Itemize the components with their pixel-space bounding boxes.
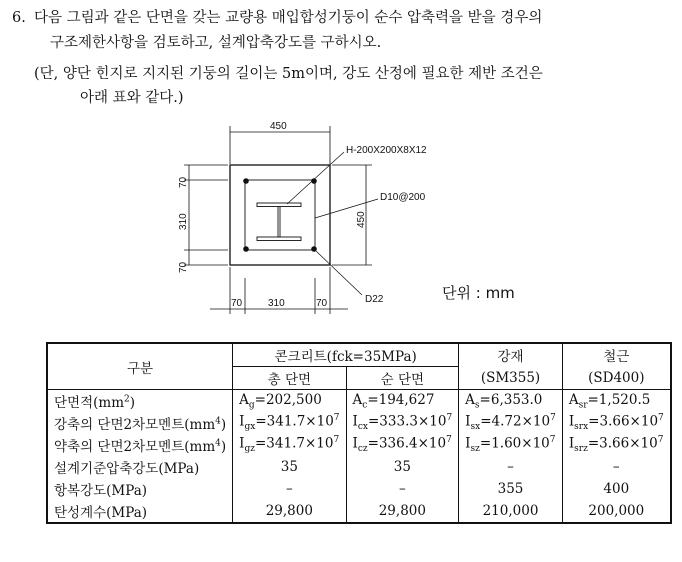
header-category: 구분 [47,343,233,390]
table-row [47,434,671,456]
cell-symbol: A [352,391,363,408]
header-concrete-gross: 총 단면 [233,367,346,390]
bottom-dimension-text-middle: 310 [268,298,285,309]
table-cell: – [233,478,346,500]
steel-bottom-flange [257,237,301,241]
cell-subscript: cz [357,444,368,455]
cell-symbol: I [568,413,575,430]
cell-value: =6,353.0 [479,391,543,408]
rebar-label: D22 [365,294,384,305]
question-line-1: 다음 그림과 같은 단면을 갖는 교량용 매입합성기둥이 순수 압축력을 받을 경우의 [34,10,543,26]
header-concrete: 콘크리트(fck=35MPa) [233,343,459,367]
cell-value: =341.7×10 [255,435,334,452]
cell-subscript: c [362,400,368,411]
table-cell [459,434,563,456]
left-dimension-text-middle: 310 [178,213,189,230]
cell-subscript: s [474,400,480,411]
cell-subscript: sx [470,422,481,433]
table-cell [562,412,670,434]
cell-symbol: I [352,435,358,452]
row-label-exponent: 2 [124,394,130,405]
cell-subscript: g [248,400,255,411]
table-cell [562,434,670,456]
table-cell: 210,000 [459,500,563,523]
cell-subscript: srx [574,422,589,433]
table-cell [346,434,459,456]
table-cell: – [562,456,670,478]
header-steel: 강재 [459,343,563,367]
cell-symbol: A [465,391,475,408]
left-dimension-text-bottom: 70 [178,261,189,273]
table-cell: 29,800 [233,500,346,523]
bottom-dimension-text-right: 70 [316,298,328,309]
cell-exponent: 7 [333,435,340,446]
question-number: 6. [12,10,26,26]
properties-table [46,342,672,524]
cell-value: =3.66×10 [588,413,659,430]
cell-value: =202,500 [254,391,322,408]
table-cell: 29,800 [346,500,459,523]
table-cell [346,390,459,413]
table-cell: 35 [346,456,459,478]
table-cell [459,412,563,434]
cell-exponent: 7 [657,435,664,446]
cell-value: =333.3×10 [367,413,447,430]
row-label-close: ) [129,395,136,411]
table-cell: 200,000 [562,500,670,523]
cell-exponent: 7 [550,413,556,424]
row-label [47,434,233,456]
row-label-exponent: 4 [215,416,221,427]
cell-value: =3.66×10 [587,435,658,452]
rebar-top-left [244,179,249,184]
cell-symbol: I [352,413,358,430]
cell-symbol: I [239,413,245,430]
row-label-close: ) [220,417,227,433]
table-cell: 35 [233,456,346,478]
row-label-text: 약축의 단면2차모멘트(mm [54,439,216,455]
steel-section-label: H-200X200X8X12 [346,145,427,156]
table-row [47,500,671,523]
cell-symbol: A [568,391,579,408]
cell-value: =1,520.5 [587,391,651,408]
rebar-bottom-right [312,247,317,252]
header-concrete-net: 순 단면 [346,367,459,390]
table-cell: – [346,478,459,500]
cell-exponent: 7 [446,413,453,424]
row-label-exponent: 4 [215,438,221,449]
table-cell [346,412,459,434]
row-label-text: 강축의 단면2차모멘트(mm [54,417,216,433]
steel-top-flange [257,203,301,207]
table-row [47,390,671,413]
unit-label: 단위 : mm [442,284,515,302]
tie-label: D10@200 [380,192,426,203]
table-cell: – [459,456,563,478]
header-rebar: 철근 [562,343,670,367]
right-dimension-text: 450 [356,211,367,228]
table-row [47,478,671,500]
cell-value: =336.4×10 [367,435,447,452]
table-header-row-1 [47,343,671,367]
cell-subscript: gz [244,444,255,455]
top-dimension-text: 450 [270,121,287,132]
cell-symbol: I [465,413,471,430]
cell-symbol: I [568,435,575,452]
row-label [47,390,233,413]
table-row [47,456,671,478]
cell-symbol: I [239,435,245,452]
bottom-dimension-text-left: 70 [231,298,243,309]
cell-exponent: 7 [658,413,664,424]
steel-web [278,207,280,238]
question-condition-line-2: 아래 표와 같다.) [80,90,184,106]
question-condition-line-1: (단, 양단 힌지로 지지된 기둥의 길이는 5m이며, 강도 산정에 필요한 제반 조건은 [34,66,543,82]
cell-subscript: sz [470,444,480,455]
left-dimension-text-top: 70 [178,176,189,188]
cell-symbol: A [239,391,249,408]
cell-exponent: 7 [549,435,556,446]
cell-subscript: sr [578,400,588,411]
table-cell [233,434,346,456]
table-cell [459,390,563,413]
row-label [47,412,233,434]
row-label: 설계기준압축강도(MPa) [54,461,200,477]
row-label: 항복강도(MPa) [54,483,148,499]
cell-value: =1.60×10 [479,435,550,452]
cell-subscript: cx [357,422,368,433]
cell-exponent: 7 [333,413,340,424]
cell-subscript: srz [574,444,588,455]
table-cell [233,412,346,434]
cell-value: =194,627 [367,391,435,408]
table-cell: 400 [562,478,670,500]
cell-symbol: I [465,435,471,452]
cell-value: =4.72×10 [480,413,551,430]
table-cell [562,390,670,413]
header-rebar-grade: (SD400) [562,367,670,390]
cross-section-figure [160,118,460,318]
cell-exponent: 7 [446,435,452,446]
cell-value: =341.7×10 [255,413,334,430]
row-label: 탄성계수(MPa) [54,505,148,521]
row-label-text: 단면적(mm [54,395,124,411]
table-row [47,412,671,434]
table-body [47,390,671,524]
question-line-2: 구조제한사항을 검토하고, 설계압축강도를 구하시오. [50,35,382,51]
cell-subscript: gx [244,422,256,433]
row-label-close: ) [220,439,227,455]
rebar-bottom-left [244,247,249,252]
header-steel-grade: (SM355) [459,367,563,390]
table-cell: 355 [459,478,563,500]
table-cell [233,390,346,413]
